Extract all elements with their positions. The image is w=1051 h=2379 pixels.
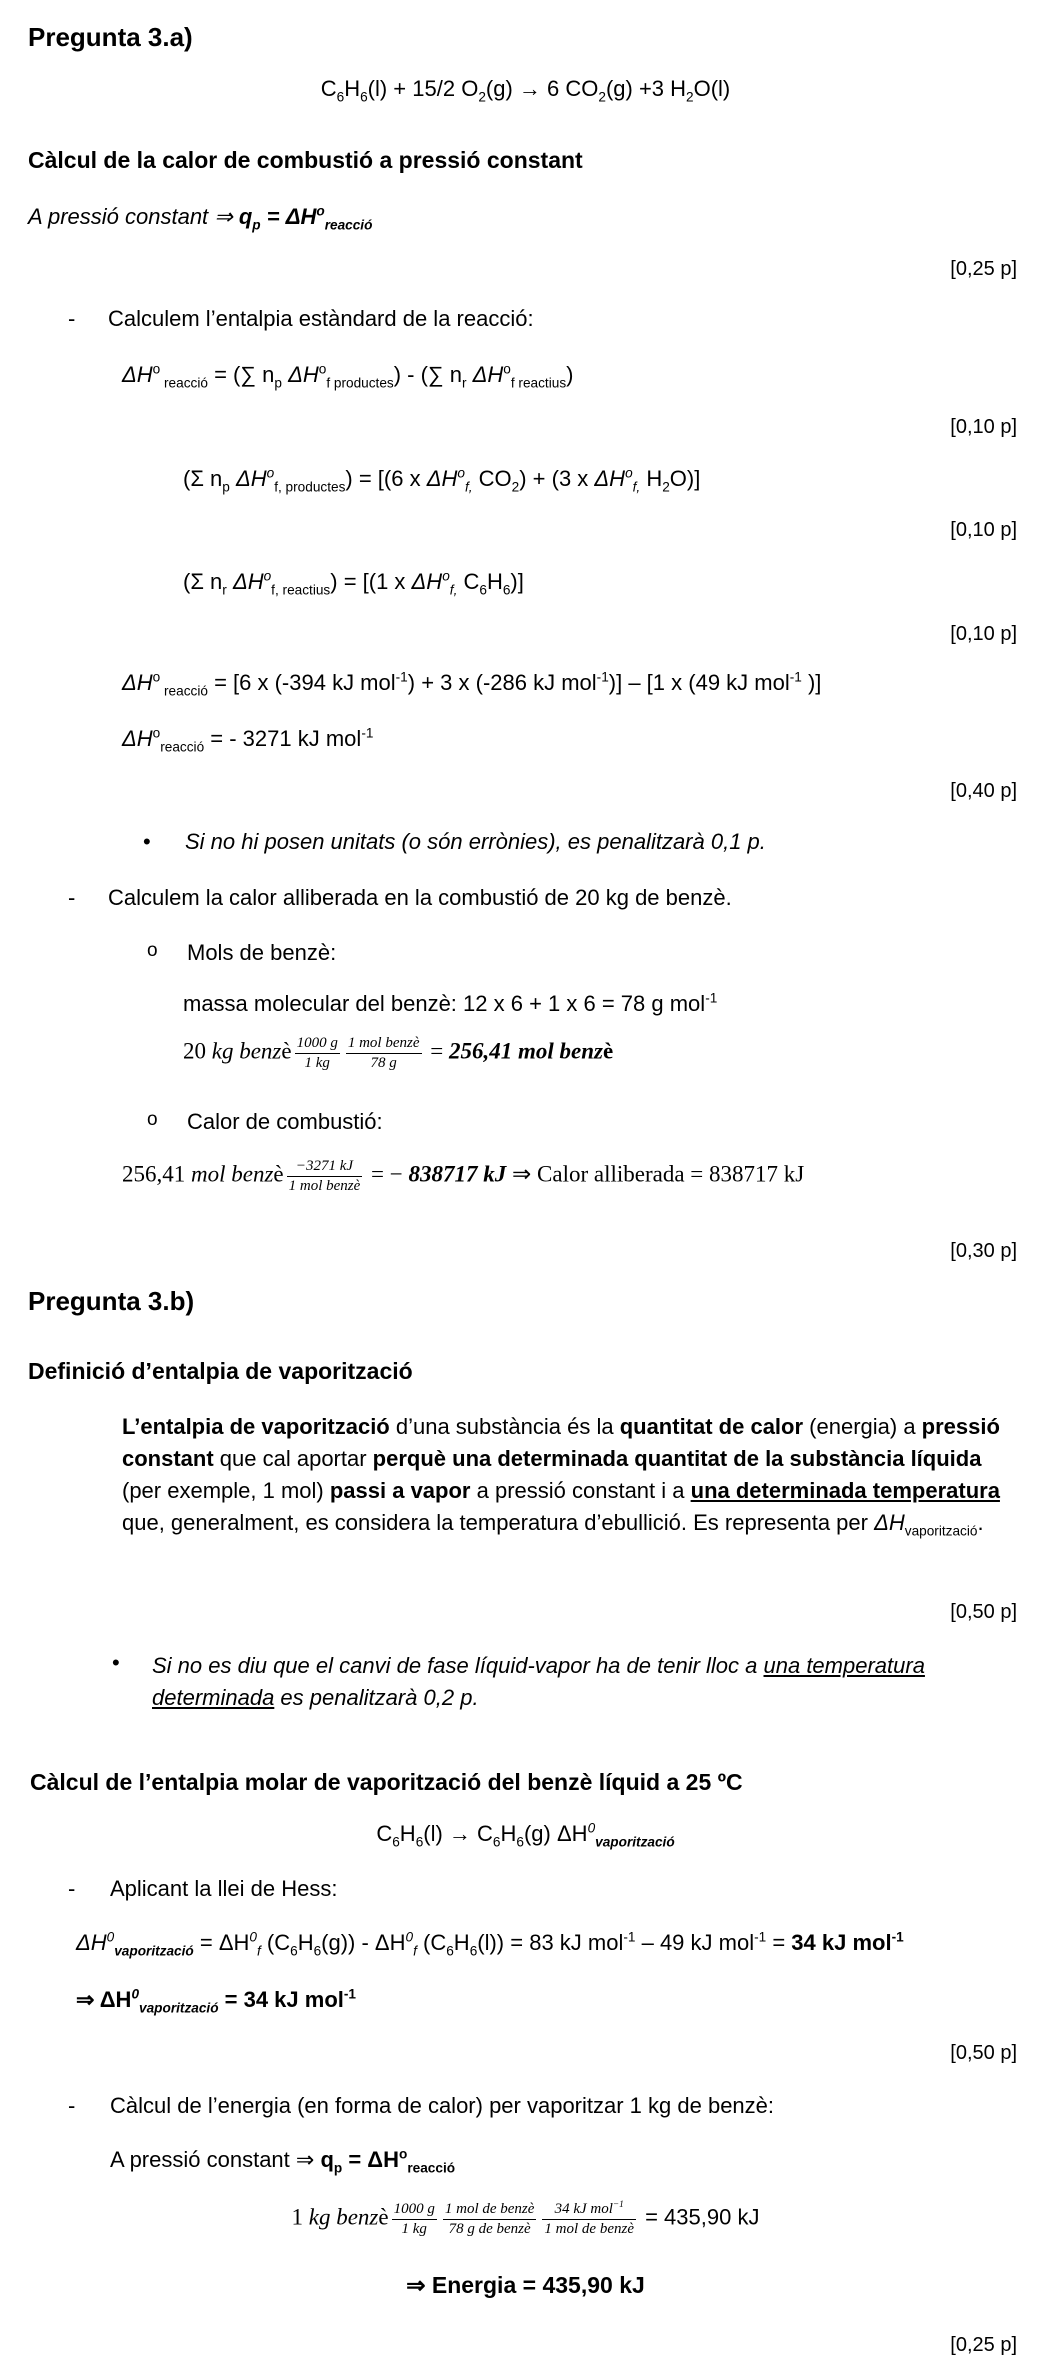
enthalpy-formula: $\Delta H^o$ $_{reacció}$ = (∑ $n_p$ $\Delta H^o_{f productes}$) - (∑ $n_r$ $\Delta H^o_{f reactius}$) xyxy=(122,361,574,391)
vaporization-reaction: $C_6H_6(l) \to C_6H_6(g)$ $\Delta H^0_{vaporització}$ xyxy=(376,1820,675,1850)
bullet-heat-released: Calculem la calor alliberada en la combustió de 20 kg de benzè. xyxy=(108,885,732,910)
dash-bullet: - xyxy=(68,306,76,331)
points-label: [0,25 p] xyxy=(950,258,1017,280)
penalty-note-temperature: Si no es diu que el canvi de fase líquid-vapor ha de tenir lloc a una temperatura determinada es penalitzarà 0,2 p. xyxy=(152,1653,925,1710)
definition-paragraph: L’entalpia de vaporització d’una substància és la quantitat de calor (energia) a pressió constant que cal aportar perquè una determinada quantitat de la substància líquida (per exemple, 1 mol) passi a vapor a pressió constant i a una determinada temperatura que, generalment, es considera la temperatura d’ebullició. Es representa per $\Delta H_{vaporització}$. xyxy=(122,1414,1000,1539)
hess-equation: $\Delta H^0_{vaporització} = \Delta H^0_f$ $(C_6H_6(g)) - \Delta H^0_f$ $(C_6H_6(l)) = 83$ kJ mol$^{-1}$ – 49 kJ mol$^{-1}$ = 34 kJ mol$^{-1}$ xyxy=(76,1929,904,1959)
section-heat-combustion: Càlcul de la calor de combustió a pressió constant xyxy=(28,147,583,173)
bullet-dot: • xyxy=(143,829,151,854)
combustion-reaction: $C_6H_6(l) + 15/2$ $O_2(g) \to 6$ $CO_2(g) +3$ $H_2O(l)$ xyxy=(320,76,731,105)
dash-bullet: - xyxy=(68,885,76,910)
circle-bullet: o xyxy=(147,1109,158,1130)
dash-bullet: - xyxy=(68,2093,76,2118)
reactants-formula: (Σ $n_r$ $\Delta H^o_{f, reactius}) = [(1$ x $\Delta H^o_{f,}$ $C_6H_6$)] xyxy=(183,568,524,598)
moles-calculation: 20 kg benzè $\frac{1000 g}{1 kg}$ $\frac{\text{1 mol benzè}}{78 g}$ = 256,41 mol benzè xyxy=(183,1035,614,1071)
q3a-title: Pregunta 3.a) xyxy=(28,22,193,52)
energy-calculation: 1 kg benzè $\frac{1000 g}{1 kg}$ $\frac{\text{1 mol de benzè}}{\text{78 g de benzè}}$ $\frac{34 kJ mol^{-1}}{\text{1 mol de benzè}}$ = 435,90 kJ xyxy=(291,2200,760,2237)
points-label: [0,50 p] xyxy=(950,1601,1017,1623)
sub-bullet-heat: Calor de combustió: xyxy=(187,1109,383,1134)
points-label: [0,10 p] xyxy=(950,519,1017,541)
bullet-dot: • xyxy=(112,1650,120,1675)
pressure-statement-b: A pressió constant ⇒ $q_p = \Delta H^o_{reacció}$ xyxy=(110,2146,456,2176)
products-formula: (Σ $n_p$ $\Delta H^o_{f, productes}) = [(6$ x $\Delta H^o_{f,}$ $CO_2) + (3$ x $\Delta H^o_{f,}$ $H_2O$)] xyxy=(183,465,701,495)
q3b-title: Pregunta 3.b) xyxy=(28,1286,195,1316)
points-label: [0,30 p] xyxy=(950,1240,1017,1262)
sub-bullet-moles: Mols de benzè: xyxy=(187,940,337,965)
enthalpy-result: $\Delta H^o_{reacció}$ = - 3271 kJ mol$^{-1}$ xyxy=(122,725,374,755)
points-label: [0,50 p] xyxy=(950,2042,1017,2064)
points-label: [0,40 p] xyxy=(950,780,1017,802)
vaporization-result: ⇒ $\Delta H^0_{vaporització} = 34$ kJ mol$^{-1}$ xyxy=(76,1986,357,2016)
molar-mass-line: massa molecular del benzè: 12 x 6 + 1 x 6 = 78 g mol$^{-1}$ xyxy=(183,990,718,1016)
points-label: [0,10 p] xyxy=(950,623,1017,645)
bullet-enthalpy: Calculem l’entalpia estàndard de la reacció: xyxy=(108,306,534,331)
circle-bullet: o xyxy=(147,940,158,961)
energy-result: ⇒ Energia = 435,90 kJ xyxy=(406,2272,645,2298)
section-vaporization-definition: Definició d’entalpia de vaporització xyxy=(28,1358,413,1384)
heat-calculation: 256,41 mol benzè $\frac{-3271 kJ}{\text{1 mol benzè}}$ = − 838717 kJ ⇒ Calor alliberada = 838717 kJ xyxy=(122,1158,805,1194)
bullet-hess-law: Aplicant la llei de Hess: xyxy=(110,1876,338,1901)
penalty-note-units: Si no hi posen unitats (o són errònies), es penalitzarà 0,1 p. xyxy=(185,829,766,854)
pressure-statement: A pressió constant ⇒ $q_p = \Delta H^o_{reacció}$ xyxy=(28,203,373,233)
points-label: [0,10 p] xyxy=(950,416,1017,438)
dash-bullet: - xyxy=(68,1876,76,1901)
enthalpy-substitution: $\Delta H^o$ $_{reacció}$ = [6 x (-394 kJ mol$^{-1}$) + 3 x (-286 kJ mol$^{-1}$)] – [1 x (49 kJ mol$^{-1}$ )] xyxy=(122,669,822,699)
bullet-energy: Càlcul de l’energia (en forma de calor) per vaporitzar 1 kg de benzè: xyxy=(110,2093,775,2118)
section-molar-enthalpy: Càlcul de l’entalpia molar de vaporització del benzè líquid a 25 ºC xyxy=(30,1769,743,1795)
points-label: [0,25 p] xyxy=(950,2334,1017,2356)
